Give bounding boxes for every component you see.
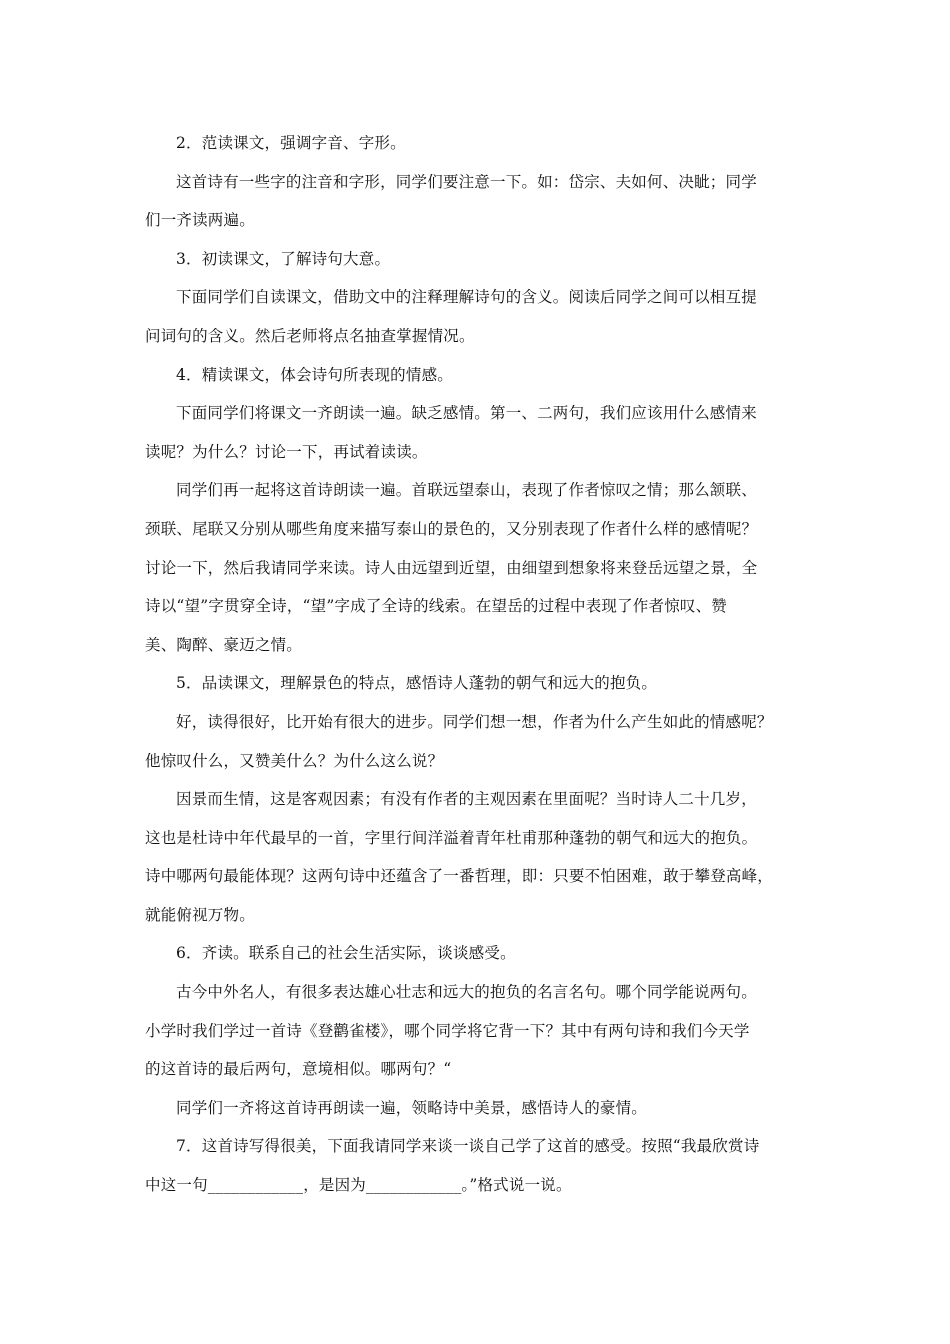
paragraph [145, 973, 810, 1089]
text-line: 4．精读课文，体会诗句所表现的情感。 [176, 365, 453, 384]
text-line: 这首诗有一些字的注音和字形，同学们要注意一下。如：岱宗、夫如何、决眦；同学 [176, 172, 757, 191]
text-line: 诗中哪两句最能体现？这两句诗中还蕴含了一番哲理，即：只要不怕困难，敢于攀登高峰， [145, 867, 774, 886]
text-line: 2．范读课文，强调字音、字形。 [176, 134, 406, 152]
paragraph [145, 934, 810, 973]
text-line: 问词句的含义。然后老师将点名抽查掌握情况。 [145, 326, 475, 345]
paragraph [145, 394, 810, 471]
text-line: 因景而生情，这是客观因素；有没有作者的主观因素在里面呢？当时诗人二十几岁， [176, 790, 757, 809]
paragraph [145, 278, 810, 355]
text-line: 美、陶醉、豪迈之情。 [145, 635, 303, 654]
paragraph [145, 356, 810, 395]
paragraph [145, 1127, 810, 1204]
text-line: 就能俯视万物。 [145, 905, 255, 924]
text-line: 好，读得很好，比开始有很大的进步。同学们想一想，作者为什么产生如此的情感呢？ [176, 712, 773, 731]
text-line: 中这一句____________，是因为____________。”格式说一说。 [145, 1176, 572, 1195]
lesson-plan-body [145, 124, 810, 1205]
text-line: 这也是杜诗中年代最早的一首，字里行间洋溢着青年杜甫那种蓬勃的朝气和远大的抱负。 [145, 828, 758, 847]
text-line: 古今中外名人，有很多表达雄心壮志和远大的抱负的名言名句。哪个同学能说两句。 [176, 983, 757, 1002]
text-line: 同学们再一起将这首诗朗读一遍。首联远望泰山，表现了作者惊叹之情；那么颔联、 [176, 481, 757, 500]
text-line: 下面同学们将课文一齐朗读一遍。缺乏感情。第一、二两句，我们应该用什么感情来 [176, 404, 757, 423]
paragraph [145, 780, 810, 934]
text-line: 读呢？为什么？讨论一下，再试着读读。 [145, 442, 428, 461]
paragraph [145, 703, 810, 780]
paragraph [145, 1089, 810, 1128]
text-line: 下面同学们自读课文，借助文中的注释理解诗句的含义。阅读后同学之间可以相互提 [176, 288, 757, 307]
text-line: 3．初读课文，了解诗句大意。 [176, 249, 391, 268]
text-line: 他惊叹什么，又赞美什么？为什么这么说？ [145, 751, 444, 770]
text-line: 小学时我们学过一首诗《登鹳雀楼》，哪个同学将它背一下？其中有两句诗和我们今天学 [145, 1021, 750, 1040]
text-line: 6．齐读。联系自己的社会生活实际，谈谈感受。 [176, 944, 516, 963]
text-line: 的这首诗的最后两句，意境相似。哪两句？“ [145, 1060, 452, 1079]
text-line: 颈联、尾联又分别从哪些角度来描写泰山的景色的，又分别表现了作者什么样的感情呢？ [145, 519, 758, 538]
paragraph [145, 163, 810, 240]
text-line: 诗以“望”字贯穿全诗，“望”字成了全诗的线索。在望岳的过程中表现了作者惊叹、赞 [145, 597, 727, 616]
text-line: 5．品读课文，理解景色的特点，感悟诗人蓬勃的朝气和远大的抱负。 [176, 674, 658, 693]
text-line: 们一齐读两遍。 [145, 211, 255, 230]
paragraph [145, 124, 810, 163]
paragraph [145, 664, 810, 703]
paragraph [145, 471, 810, 664]
text-line: 同学们一齐将这首诗再朗读一遍，领略诗中美景，感悟诗人的豪情。 [176, 1098, 648, 1117]
paragraph [145, 240, 810, 279]
text-line: 讨论一下，然后我请同学来读。诗人由远望到近望，由细望到想象将来登岳远望之景，全 [145, 558, 758, 577]
text-line: 7．这首诗写得很美，下面我请同学来谈一谈自己学了这首的感受。按照“我最欣赏诗 [176, 1137, 760, 1156]
